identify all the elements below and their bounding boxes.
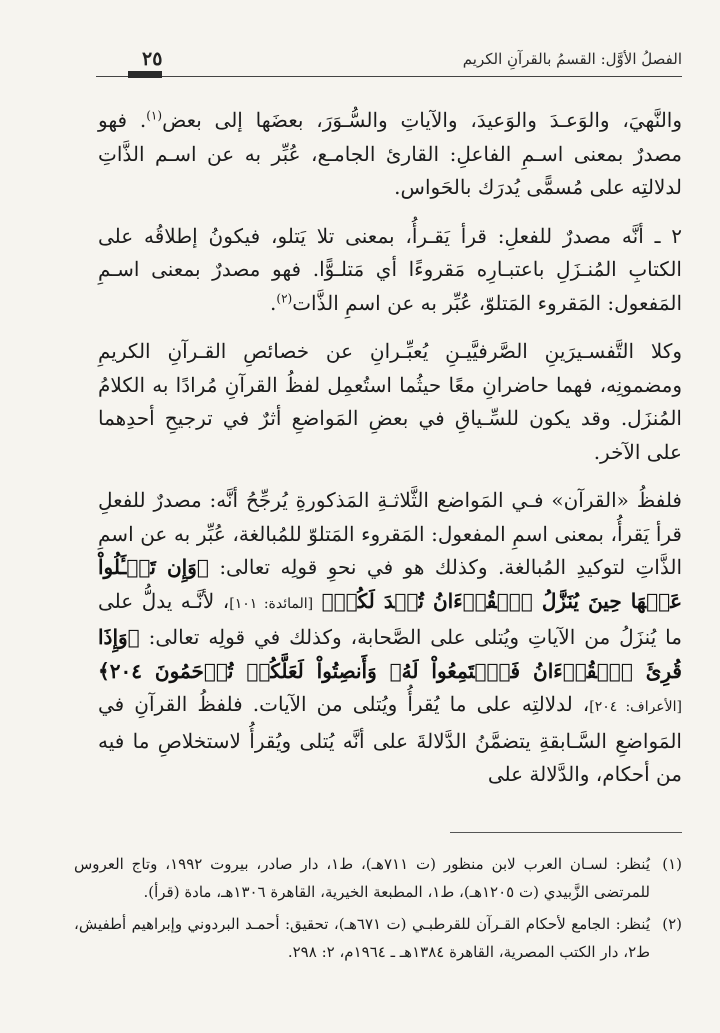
footnote-text: يُنظر: لسـان العرب لابن منظور (ت ٧١١هـ)، ط١، دار صادر، بيروت ١٩٩٢، وتاج العروس للمرتضى الزَّبيدي (ت ١٢٠٥هـ)، ط١، المطبعة الخيرية، القاهرة ١٣٠٦هـ، مادة (قرأ). [74,855,651,901]
footnotes [74,850,682,970]
footnote-ref-2[interactable]: (٢) [276,290,293,305]
paragraph-text: ، لدلالتِه على ما يُقرأُ ويُتلى من الآيات. فلفظُ القرآنِ في المَواضعِ السَّـابقةِ يتضمَّنُ الدَّلالةَ على أنَّه يُتلى ويُقرأُ لاستخلاصِ ما فيه من أحكام، والدَّلالة على [98,692,682,786]
paragraph-1 [98,104,682,205]
header-rule [96,76,682,77]
footnote-separator [450,832,682,833]
footnote-ref-1[interactable]: (١) [146,108,163,123]
footnote-1 [74,850,682,906]
paragraph-4 [98,484,682,792]
chapter-title: الفصلُ الأوَّل: القسمُ بالقرآنِ الكريم [462,50,682,68]
paragraph-2 [98,220,682,321]
paragraph-text: . فهو مصدرٌ بمعنى اسـمِ الفاعلِ: القارئ الجامـع، عُبِّر به عن اسـم الذَّاتِ لدلالتِه على مُسمًّى يُدرَك بالحَواس. [98,108,682,199]
paragraph-text: ، لأنَّـه يدلُّ على ما يُنزَلُ من الآياتِ ويُتلى على الصَّحابة، وكذلك في قولِه تعالى: [98,588,682,649]
running-header [96,48,682,78]
footnote-2 [74,910,682,966]
header-rule-accent [128,71,162,78]
footnote-text: يُنظر: الجامع لأحكام القـرآن للقرطبـي (ت ٦٧١هـ)، تحقيق: أحمـد البردوني وإبراهيم أطفيش، ط٢، دار الكتب المصرية، القاهرة ١٣٨٤هـ ـ ١٩٦٤م، ٢: ٢٩٨. [74,915,650,961]
quran-verse-2: ﴿وَإِذَا قُرِئَ ٱلۡقُرۡءَانُ فَٱسۡتَمِعُواْ لَهُۥ وَأَنصِتُواْ لَعَلَّكُمۡ تُرۡحَمُونَ ٢٠٤﴾ [98,625,682,683]
main-text [98,104,682,807]
paragraph-text: فلفظُ «القرآن» فـي المَواضع الثَّلاثـةِ المَذكورةِ يُرجِّحُ أنَّه: مصدرٌ للفعلِ قرأ يَقرأُ، بمعنى اسمِ المفعول: المَقروء المَتلوّ للمُبالغة، عُبِّر به عن اسمِ الذَّاتِ لتوكيدِ المُبالغة. وكذلك هو في نحوِ قولِه تعالى: [98,488,683,579]
paragraph-3: وكلا التَّفسـيرَينِ الصَّرفيَّيـنِ يُعبِّـرانِ عن خصائصِ القـرآنِ الكريمِ ومضمونِه، فهما حاضرانِ معًا حيثُما استُعمِل لفظُ القرآنِ مُرادًا به الكلامُ المُنزَل. وقد يكون للسِّـياقِ في بعضِ المَواضعِ أثرٌ في ترجيحِ أحدِهما على الآخر. [98,339,682,464]
verse-reference-2: [الأعراف: ٢٠٤] [589,699,683,715]
quran-verse-1: ﴿وَإِن تَسۡـَٔلُواْ عَنۡهَا حِينَ يُنَزَّلُ ٱلۡقُرۡءَانُ تُبۡدَ لَكُمۡ﴾ [98,555,683,613]
page-number: ٢٥ [142,48,163,70]
paragraph-text: ٢ ـ أنَّه مصدرٌ للفعلِ: قرأ يَقـرأُ، بمعنى تلا يَتلو، فيكونُ إطلاقُه على الكتابِ المُنـزَلِ باعتبـارِه مَقروءًا أي مَتلـوًّا. فهو مصدرٌ بمعنى اسـمِ المَفعول: المَقروء المَتلوّ، عُبِّر به عن اسمِ الذَّات [98,223,682,315]
paragraph-text: والنَّهيَ، والوَعـدَ والوَعيدَ، والآياتِ والسُّـوَرَ، بعضَها إلى بعض [162,108,683,132]
paragraph-text: . [270,290,277,315]
verse-reference-1: [المائدة: ١٠١] [229,595,314,612]
footnote-marker: (١) [662,855,682,873]
footnote-marker: (٢) [662,915,682,933]
